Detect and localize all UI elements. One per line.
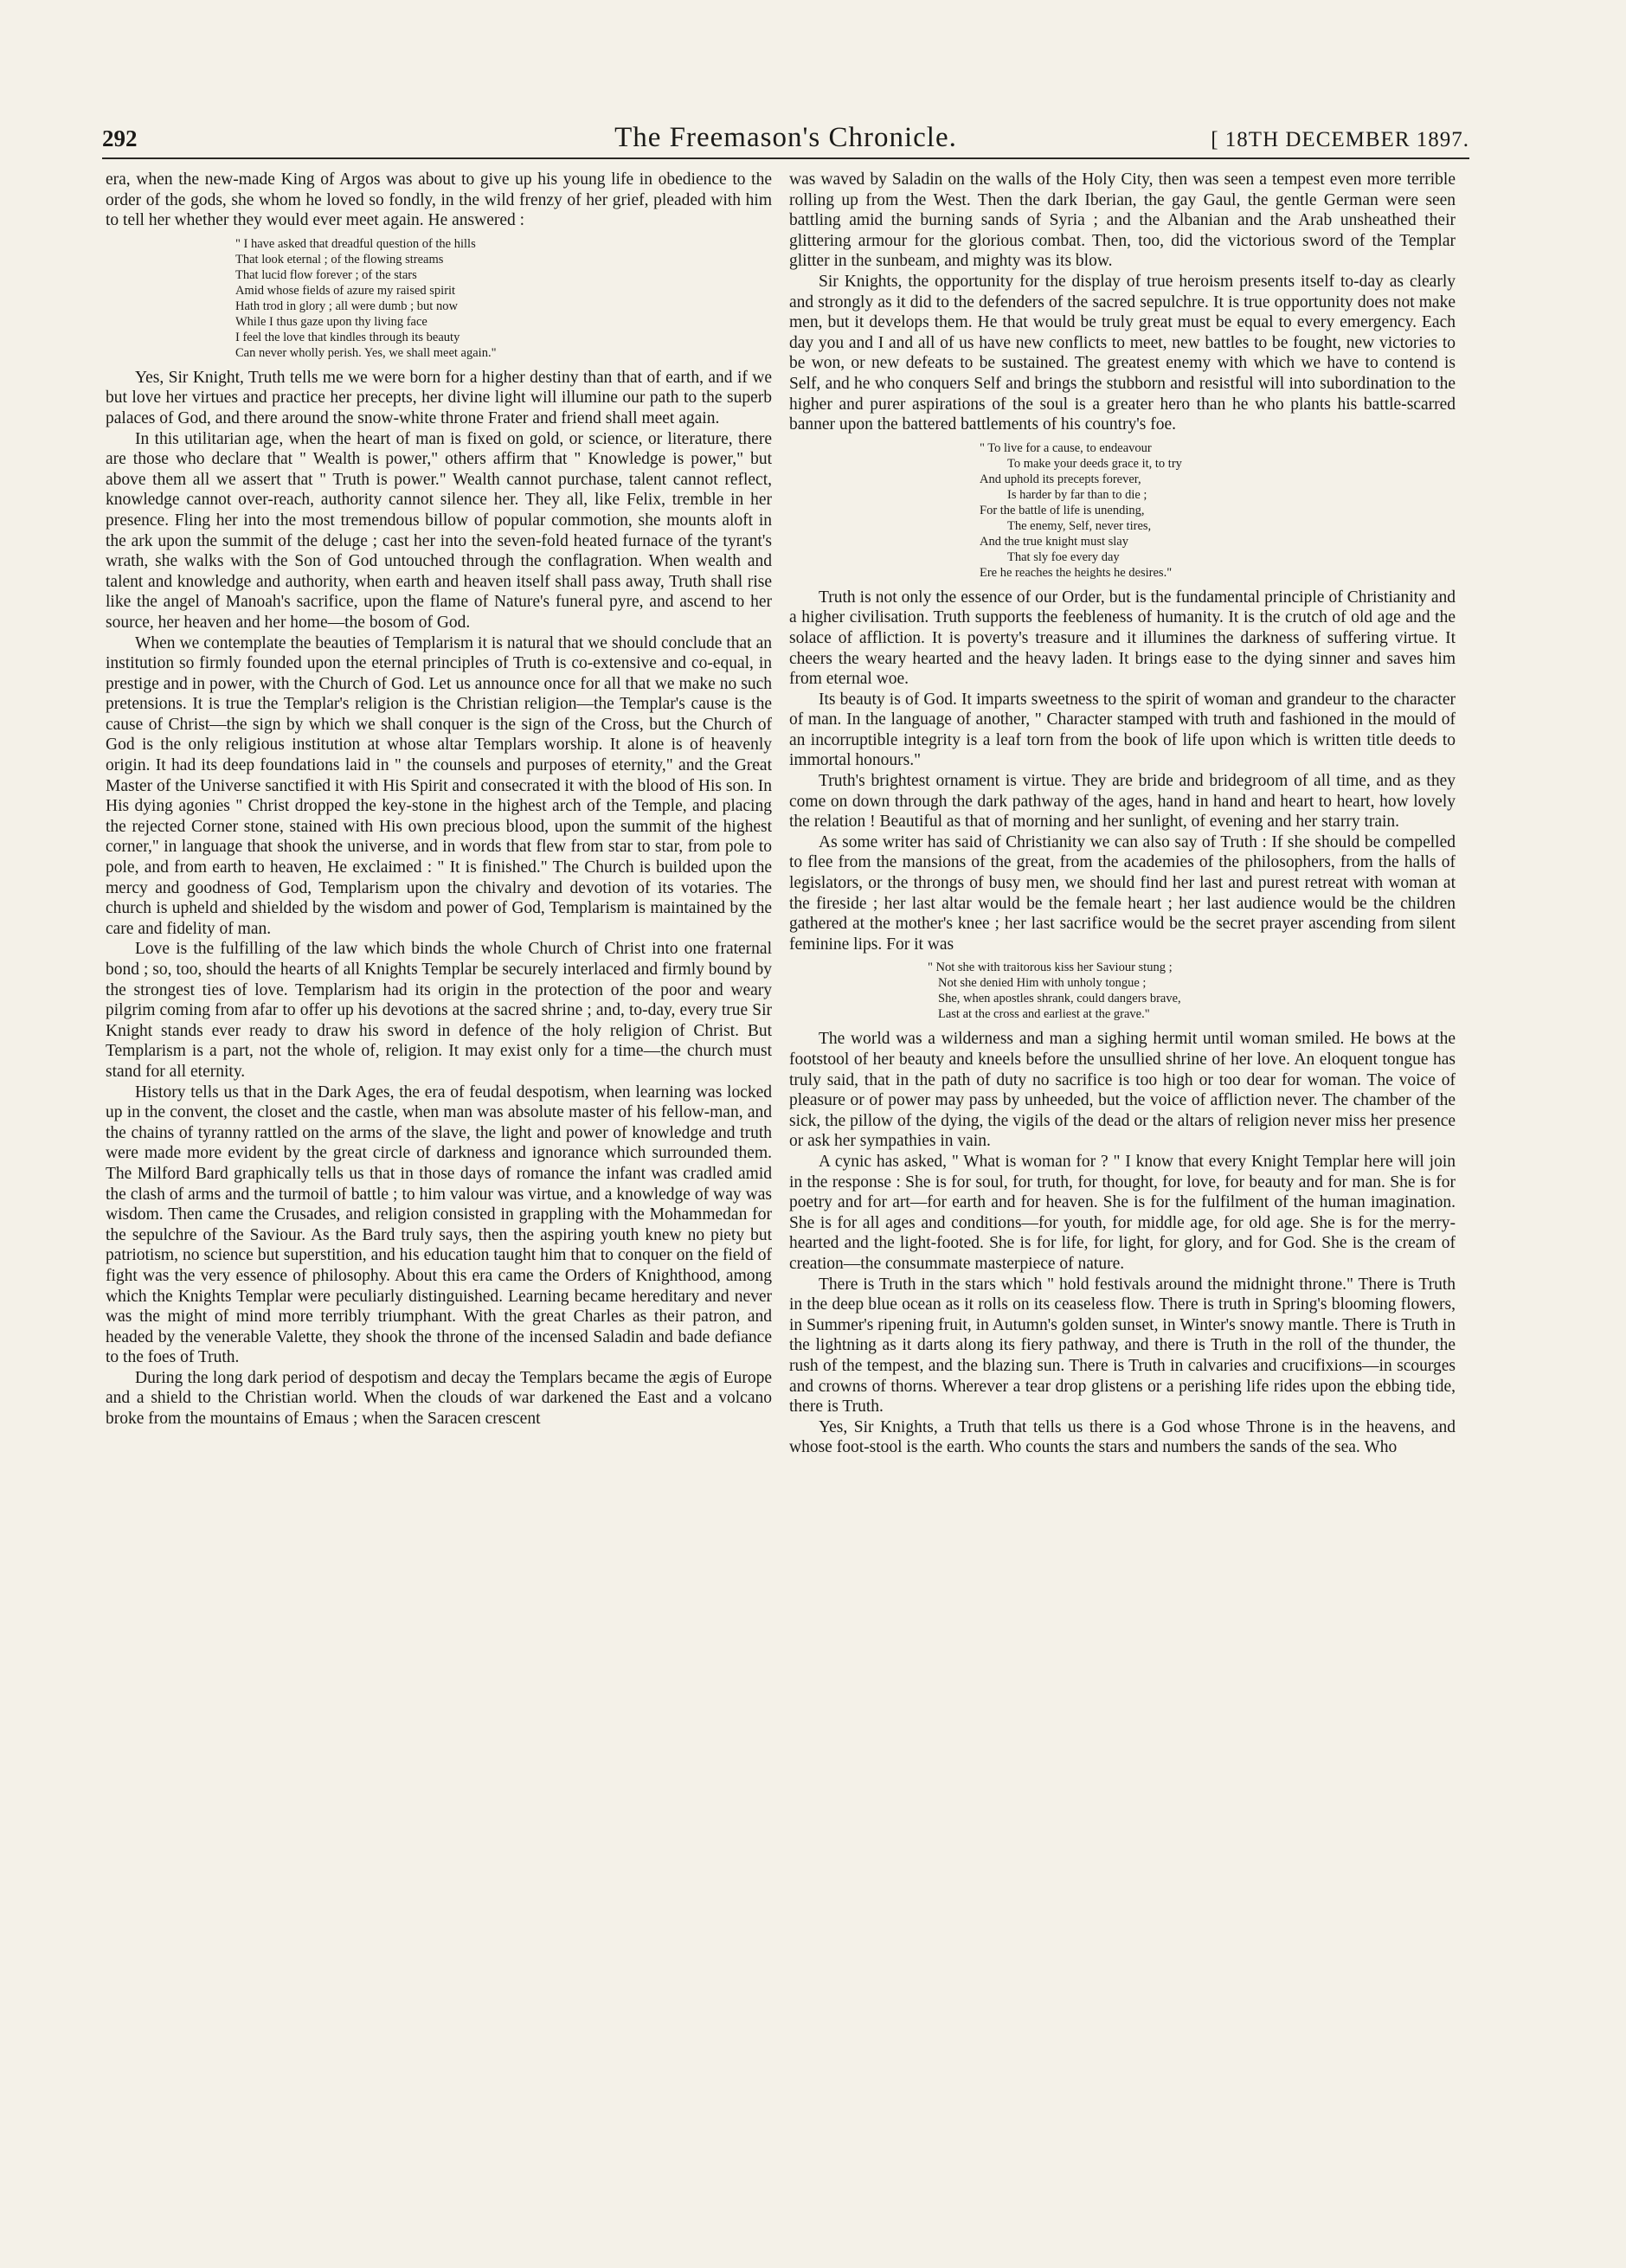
page-header: [102, 114, 1469, 159]
poem-line: For the battle of life is unending,: [980, 503, 1145, 517]
paragraph: Its beauty is of God. It imparts sweetness to the spirit of woman and grandeur to the character of man. In the language of another, " Character stamped with truth and fashioned in the mould of an incorruptible integrity is a leaf torn from the book of life upon which is written title deeds to immortal honours.": [789, 690, 1456, 770]
poem-line: That lucid flow forever ; of the stars: [235, 267, 417, 282]
paragraph: As some writer has said of Christianity we can also say of Truth : If she should be compelled to flee from the mansions of the great, from the academies of the philosophers, from the halls of legislators, or the throngs of busy men, we should find her last and purest retreat with woman at the fireside ; her last altar would be the female heart ; her last audience would be the children gathered at the mother's knee ; her last sacrifice would be the secret prayer ascending from silent feminine lips. For it was: [789, 832, 1456, 954]
paragraph: Truth is not only the essence of our Order, but is the fundamental principle of Christianity and a higher civilisation. Truth supports the feebleness of humanity. It is the crutch of old age and the solace of affliction. It is poverty's treasure and it illumines the darkness of suffering virtue. It cheers the weary hearted and the heavy laden. It brings ease to the dying sinner and saves him from eternal woe.: [789, 588, 1456, 689]
poem-line: And the true knight must slay: [980, 534, 1128, 549]
poem-not-she: [789, 960, 1456, 1022]
poem-line: " I have asked that dreadful question of the hills: [235, 236, 476, 251]
poem-line: " Not she with traitorous kiss her Saviour stung ;: [928, 961, 1173, 975]
poem-hills: [106, 236, 772, 361]
masthead-title: The Freemason's Chronicle.: [614, 122, 957, 153]
poem-line: " To live for a cause, to endeavour: [980, 440, 1152, 455]
paragraph: During the long dark period of despotism and decay the Templars became the ægis of Europe and a shield to the Christian world. When the clouds of war darkened the East and a volcano broke from the mountains of Emaus ; when the Saracen crescent: [106, 1368, 772, 1429]
paragraph: was waved by Saladin on the walls of the Holy City, then was seen a tempest even more terrible rolling up from the West. Then the dark Iberian, the gay Gaul, the gentle German were seen battling amid the burning sands of Syria ; and the Albanian and the Arab unsheathed their glittering armour for the glorious combat. Then, too, did the victorious sword of the Templar glitter in the sunbeam, and mighty was its blow.: [789, 170, 1456, 271]
paragraph: A cynic has asked, " What is woman for ? " I know that every Knight Templar here will join in the response : She is for soul, for truth, for thought, for love, for beauty and for man. She is for poetry and for art—for earth and for heaven. She is for the fulfilment of the human imagination. She is for all ages and conditions—for youth, for middle age, for old age. She is for the merry-hearted and the light-footed. She is for life, for light, for glory, and for God. She is the cream of creation—the consummate masterpiece of nature.: [789, 1152, 1456, 1273]
page-number: 292: [102, 125, 138, 151]
paragraph: era, when the new-made King of Argos was about to give up his young life in obedience to the order of the gods, she whom he loved so fondly, in the wild frenzy of her grief, pleaded with him to tell her whether they would ever meet again. He answered :: [106, 170, 772, 230]
poem-line: While I thus gaze upon thy living face: [235, 314, 427, 329]
poem-line: Last at the cross and earliest at the grave.": [938, 1007, 1150, 1022]
poem-live-for-a-cause: [789, 440, 1456, 581]
poem-line: That look eternal ; of the flowing streams: [235, 252, 444, 267]
poem-line: Is harder by far than to die ;: [1007, 487, 1147, 502]
paragraph: Yes, Sir Knights, a Truth that tells us there is a God whose Throne is in the heavens, and whose foot-stool is the earth. Who counts the stars and numbers the sands of the sea. Who: [789, 1417, 1456, 1457]
paragraph: There is Truth in the stars which " hold festivals around the midnight throne." There is Truth in the deep blue ocean as it rolls on its ceaseless flow. There is truth in Spring's blooming flowers, in Summer's ripening fruit, in Autumn's golden sunset, in Winter's snowy mantle. There is Truth in the lightning as it darts along its fiery pathway, and there is Truth in the roll of the thunder, the rush of the tempest, and the blazing sun. There is Truth in calvaries and crucifixions—in scourges and crowns of thorns. Wherever a tear drop glistens or a perishing life rides upon the ebbing tide, there is Truth.: [789, 1275, 1456, 1417]
issue-date: [ 18TH DECEMBER 1897.: [1211, 128, 1469, 151]
paragraph: The world was a wilderness and man a sighing hermit until woman smiled. He bows at the footstool of her beauty and kneels before the unsullied shrine of her love. An eloquent tongue has truly said, that in the path of duty no sacrifice is too high or too dear for woman. The voice of pleasure or of power may pass by unheeded, but the voice of affliction never. The chamber of the sick, the pillow of the dying, the vigils of the dead or the altars of religion never miss her presence or ask her sympathies in vain.: [789, 1030, 1456, 1151]
left-column: [106, 170, 772, 2229]
poem-line: The enemy, Self, never tires,: [1007, 518, 1152, 533]
poem-line: Amid whose fields of azure my raised spirit: [235, 283, 456, 298]
right-column: [789, 170, 1456, 2229]
paragraph: Truth's brightest ornament is virtue. They are bride and bridegroom of all time, and as they come on down through the dark pathway of the ages, hand in hand and heart to heart, how lovely the relation ! Beautiful as that of morning and her sunlight, of evening and her starry train.: [789, 772, 1456, 832]
poem-line: And uphold its precepts forever,: [980, 472, 1141, 486]
poem-line: To make your deeds grace it, to try: [1007, 456, 1182, 471]
paragraph: Love is the fulfilling of the law which binds the whole Church of Christ into one fraternal bond ; so, too, should the hearts of all Knights Templar be securely interlaced and firmly bound by the strongest ties of love. Templarism had its origin in the protection of the poor and weary pilgrim coming from afar to offer up his devotions at the sacred shrine ; and, to-day, every true Sir Knight stands ever ready to draw his sword in defence of the holy religion of Christ. But Templarism is a part, not the whole of, religion. It may exist only for a time—the church must stand for all eternity.: [106, 940, 772, 1081]
poem-line: That sly foe every day: [1007, 549, 1120, 564]
poem-line: Not she denied Him with unholy tongue ;: [938, 976, 1147, 991]
paragraph: Sir Knights, the opportunity for the display of true heroism presents itself to-day as clearly and strongly as it did to the defenders of the sacred sepulchre. It is true opportunity does not make men, but it develops them. He that would be truly great must be equal to every emergency. Each day you and I and all of us have new conflicts to meet, new battles to be fought, new victories to be won, or new defeats to be sustained. The greatest enemy with which we have to contend is Self, and he who conquers Self and brings the stubborn and resistful will into subordination to the higher and purer aspirations of the soul is a greater hero than he who plants his battle-scarred banner upon the battered battlements of his country's foe.: [789, 272, 1456, 434]
paragraph: When we contemplate the beauties of Templarism it is natural that we should conclude that an institution so firmly founded upon the eternal principles of Truth is co-extensive and co-equal, in prestige and in power, with the Church of God. Let us announce once for all that we make no such pretensions. It is true the Templar's religion is the Christian religion—the Templar's cause is the cause of Christ—the sign by which we shall conquer is the sign of the Cross, but the Church of God is the only religious institution at whose altar Templars worship. It alone is of heavenly origin. It had its deep foundations laid in " the counsels and purposes of eternity," and the Great Master of the Universe sanctified it with His Spirit and consecrated it with the blood of His son. In His dying agonies " Christ dropped the key-stone in the highest arch of the Temple, and placing the rejected Corner stone, stained with His own precious blood, upon the summit of the highest corner," in language that shook the universe, and in words that flew from star to star, from pole to pole, and from earth to heaven, He exclaimed : " It is finished." The Church is builded upon the mercy and goodness of God, Templarism upon the chivalry and devotion of its votaries. The church is upheld and shielded by the wisdom and power of God, Templarism is maintained by the care and fidelity of man.: [106, 633, 772, 938]
poem-line: I feel the love that kindles through its beauty: [235, 330, 460, 344]
paragraph: In this utilitarian age, when the heart of man is fixed on gold, or science, or literature, there are those who declare that " Wealth is power," others affirm that " Knowledge is power," but above them all we assert that " Truth is power." Wealth cannot purchase, talent cannot reflect, knowledge cannot over-reach, authority cannot silence her. They all, like Felix, tremble in her presence. Fling her into the most tremendous billow of popular commotion, she mounts aloft in the ark upon the summit of the deluge ; cast her into the seven-fold heated furnace of the tyrant's wrath, she walks with the Son of God untouched through the conflagration. When wealth and talent and knowledge and authority, when earth and heaven itself shall pass away, Truth shall rise like the angel of Manoah's sacrifice, upon the flame of Nature's funeral pyre, and ascend to her source, her heaven and her home—the bosom of God.: [106, 429, 772, 632]
paragraph: Yes, Sir Knight, Truth tells me we were born for a higher destiny than that of earth, and if we but love her virtues and practice her precepts, her divine light will illumine our path to the superb palaces of God, and there around the snow-white throne Frater and friend shall meet again.: [106, 368, 772, 427]
paragraph: History tells us that in the Dark Ages, the era of feudal despotism, when learning was locked up in the convent, the closet and the castle, when man was absolute master of his fellow-man, and the chains of tyranny rattled on the arms of the slave, the light and power of knowledge and truth were made more evident by the great circle of darkness and ignorance which surrounded them. The Milford Bard graphically tells us that in those days of romance the infant was cradled amid the clash of arms and the turmoil of battle ; to him valour was virtue, and a knowledge of way was wisdom. Then came the Crusades, and religion consisted in grappling with the Mohammedan for the sepulchre of the Saviour. As the Bard truly says, then the aspiring youth knew no piety but patriotism, no science but superstition, and his education taught him that to conquer on the field of fight was the very essence of philosophy. About this era came the Orders of Knighthood, among which the Knights Templar were peculiarly distinguished. Learning became hereditary and never was the might of mind more terribly triumphant. With the great Charles as their patron, and headed by the venerable Valette, they shook the throne of the incensed Saladin and bade defiance to the foes of Truth.: [106, 1083, 772, 1367]
poem-line: She, when apostles shrank, could dangers brave,: [938, 992, 1181, 1006]
poem-line: Can never wholly perish. Yes, we shall meet again.": [235, 345, 497, 360]
poem-line: Hath trod in glory ; all were dumb ; but now: [235, 299, 458, 313]
poem-line: Ere he reaches the heights he desires.": [980, 565, 1173, 580]
